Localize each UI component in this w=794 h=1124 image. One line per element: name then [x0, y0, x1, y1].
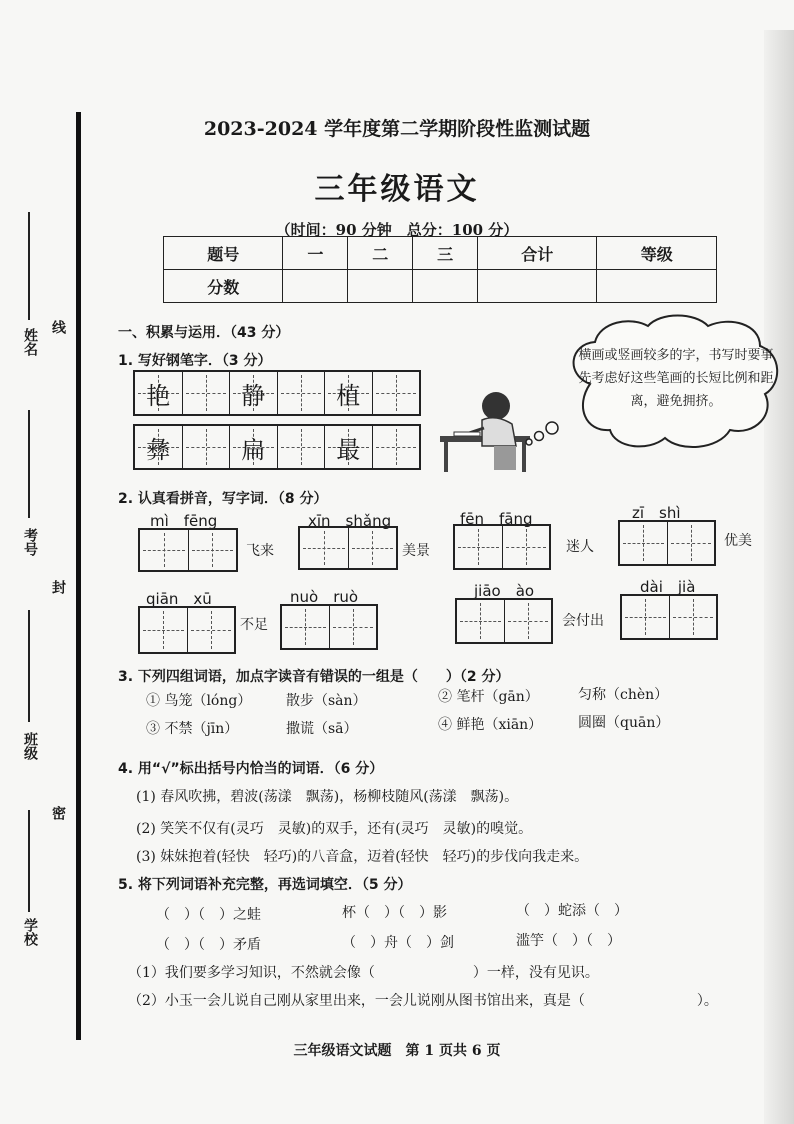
- score-cell: 一: [283, 237, 348, 270]
- writing-cell[interactable]: [140, 530, 189, 570]
- pinyin-prompt: nuò ruò: [290, 588, 359, 606]
- pinyin-prompt: jiāo ào: [474, 582, 535, 600]
- pinyin-prompt: dài jià: [640, 578, 696, 596]
- model-character: 彝: [146, 435, 171, 464]
- writing-cell[interactable]: [349, 528, 397, 568]
- time-and-score-note: （时间：90 分钟 总分：100 分）: [275, 221, 519, 239]
- word-suffix: 不足: [240, 617, 268, 633]
- writing-cell[interactable]: [455, 526, 503, 568]
- writing-grid-row-2: [133, 424, 421, 470]
- model-character: 最: [336, 435, 361, 464]
- idiom-blank[interactable]: （ ）（ ）之蛙: [156, 907, 261, 923]
- word-suffix: 迷人: [566, 539, 594, 555]
- writing-cell[interactable]: [330, 606, 377, 648]
- answer-grid: [298, 526, 398, 570]
- score-cell: 三: [413, 237, 478, 270]
- writing-cell[interactable]: [140, 608, 188, 652]
- answer-grid: [138, 528, 238, 572]
- score-input-cell[interactable]: [348, 270, 413, 303]
- model-character: 艳: [146, 381, 171, 410]
- option-2[interactable]: ② 笔杆（gān）: [438, 689, 539, 705]
- class-field[interactable]: [28, 610, 30, 722]
- score-cell: 等级: [597, 237, 717, 270]
- fill-in-sentence-2[interactable]: （2）小玉一会儿说自己刚从家里出来，一会儿说刚从图书馆出来，真是（ ）。: [128, 993, 718, 1009]
- idiom-blank[interactable]: （ ）（ ）矛盾: [156, 937, 261, 953]
- score-cell: 分数: [164, 270, 283, 303]
- score-table-row: [164, 270, 717, 303]
- word-suffix: 飞来: [246, 543, 274, 559]
- writing-cell[interactable]: [183, 372, 231, 414]
- writing-cell[interactable]: [457, 600, 505, 642]
- answer-grid: [620, 594, 718, 640]
- writing-cell[interactable]: [373, 372, 420, 414]
- pinyin-prompt: zī shì: [632, 504, 681, 522]
- school-field[interactable]: [28, 810, 30, 912]
- seal-line-mark: 线: [50, 320, 66, 334]
- option-2-word-2: 匀称（chèn）: [578, 687, 669, 703]
- option-3[interactable]: ③ 不禁（jīn）: [146, 721, 239, 737]
- seal-seal-mark: 封: [50, 580, 66, 594]
- writing-cell[interactable]: [503, 526, 550, 568]
- writing-cell[interactable]: [620, 522, 668, 564]
- writing-cell[interactable]: [189, 530, 237, 570]
- q4-sentence-3[interactable]: (3) 妹妹抱着(轻快 轻巧)的八音盒，迈着(轻快 轻巧)的步伐向我走来。: [136, 849, 589, 865]
- writing-cell[interactable]: [188, 608, 235, 652]
- child-writing-illustration: [436, 384, 536, 476]
- writing-cell[interactable]: [282, 606, 330, 648]
- seal-secret-mark: 密: [50, 806, 66, 820]
- model-character: 扁: [241, 435, 266, 464]
- writing-cell[interactable]: [668, 522, 715, 564]
- school-label: 学校: [22, 918, 38, 946]
- score-cell: 题号: [164, 237, 283, 270]
- idiom-blank[interactable]: （ ）舟（ ）剑: [342, 935, 454, 951]
- exam-no-label: 考号: [22, 528, 38, 556]
- model-character: 静: [241, 381, 266, 410]
- option-1-word-2: 散步（sàn）: [286, 693, 367, 709]
- idiom-blank[interactable]: 杯（ ）（ ）影: [342, 905, 447, 921]
- writing-cell[interactable]: [622, 596, 670, 638]
- writing-cell[interactable]: [373, 426, 420, 468]
- question-4-title: 4. 用“√”标出括号内恰当的词语．（6 分）: [118, 761, 384, 777]
- option-4[interactable]: ④ 鲜艳（xiān）: [438, 717, 543, 733]
- answer-grid: [138, 606, 236, 654]
- answer-grid: [453, 524, 551, 570]
- pinyin-prompt: mì fēng: [150, 512, 218, 530]
- writing-cell[interactable]: [278, 426, 326, 468]
- bubble-tail-circles: [522, 420, 562, 450]
- exam-no-field[interactable]: [28, 410, 30, 518]
- score-input-cell[interactable]: [283, 270, 348, 303]
- page-title: 三年级语文: [314, 172, 480, 207]
- class-label: 班级: [22, 732, 38, 760]
- name-label: 姓名: [22, 328, 38, 356]
- score-input-cell[interactable]: [478, 270, 597, 303]
- word-suffix: 优美: [724, 533, 752, 549]
- score-table: [163, 236, 717, 303]
- option-1[interactable]: ① 鸟笼（lóng）: [146, 693, 252, 709]
- question-5-title: 5. 将下列词语补充完整，再选词填空．（5 分）: [118, 877, 412, 893]
- answer-grid: [618, 520, 716, 566]
- binding-rule: [76, 112, 81, 1040]
- score-cell: 二: [348, 237, 413, 270]
- score-table-row: [164, 237, 717, 270]
- option-3-word-2: 撒谎（sā）: [286, 721, 358, 737]
- score-input-cell[interactable]: [413, 270, 478, 303]
- writing-cell[interactable]: [505, 600, 552, 642]
- question-3-title: 3. 下列四组词语，加点字读音有错误的一组是（ ）（2 分）: [118, 669, 510, 685]
- idiom-blank[interactable]: 滥竽（ ）（ ）: [516, 933, 621, 949]
- page-footer: 三年级语文试题 第 1 页共 6 页: [293, 1043, 501, 1059]
- question-1-title: 1. 写好钢笔字．（3 分）: [118, 353, 272, 369]
- word-suffix: 会付出: [562, 613, 604, 629]
- writing-cell[interactable]: [670, 596, 717, 638]
- model-character: 植: [336, 381, 361, 410]
- score-input-cell[interactable]: [597, 270, 717, 303]
- q4-sentence-2[interactable]: (2) 笑笑不仅有(灵巧 灵敏)的双手，还有(灵巧 灵敏)的嗅觉。: [136, 821, 533, 837]
- writing-cell[interactable]: [278, 372, 326, 414]
- option-4-word-2: 圆圈（quān）: [578, 715, 670, 731]
- writing-cell[interactable]: [183, 426, 231, 468]
- idiom-blank[interactable]: （ ）蛇添（ ）: [516, 903, 628, 919]
- score-cell: 合计: [478, 237, 597, 270]
- answer-grid: [280, 604, 378, 650]
- answer-grid: [455, 598, 553, 644]
- writing-cell[interactable]: [300, 528, 349, 568]
- writing-tip-text: 横画或竖画较多的字，书写时要事先考虑好这些笔画的长短比例和距离，避免拥挤。: [578, 348, 774, 409]
- pinyin-prompt: qiān xū: [146, 590, 212, 608]
- pinyin-prompt: xīn shǎng: [308, 512, 392, 530]
- question-2-title: 2. 认真看拼音，写字词．（8 分）: [118, 491, 328, 507]
- writing-grid-row-1: [133, 370, 421, 416]
- exam-series-title: 2023-2024 学年度第二学期阶段性监测试题: [203, 118, 591, 140]
- word-suffix: 美景: [402, 543, 430, 559]
- section-heading: 一、积累与运用．（43 分）: [118, 325, 290, 341]
- fill-in-sentence-1[interactable]: （1）我们要多学习知识，不然就会像（ ）一样，没有见识。: [128, 965, 599, 981]
- pinyin-prompt: fēn fāng: [460, 510, 533, 528]
- q4-sentence-1[interactable]: (1) 春风吹拂，碧波(荡漾 飘荡)，杨柳枝随风(荡漾 飘荡)。: [136, 789, 519, 805]
